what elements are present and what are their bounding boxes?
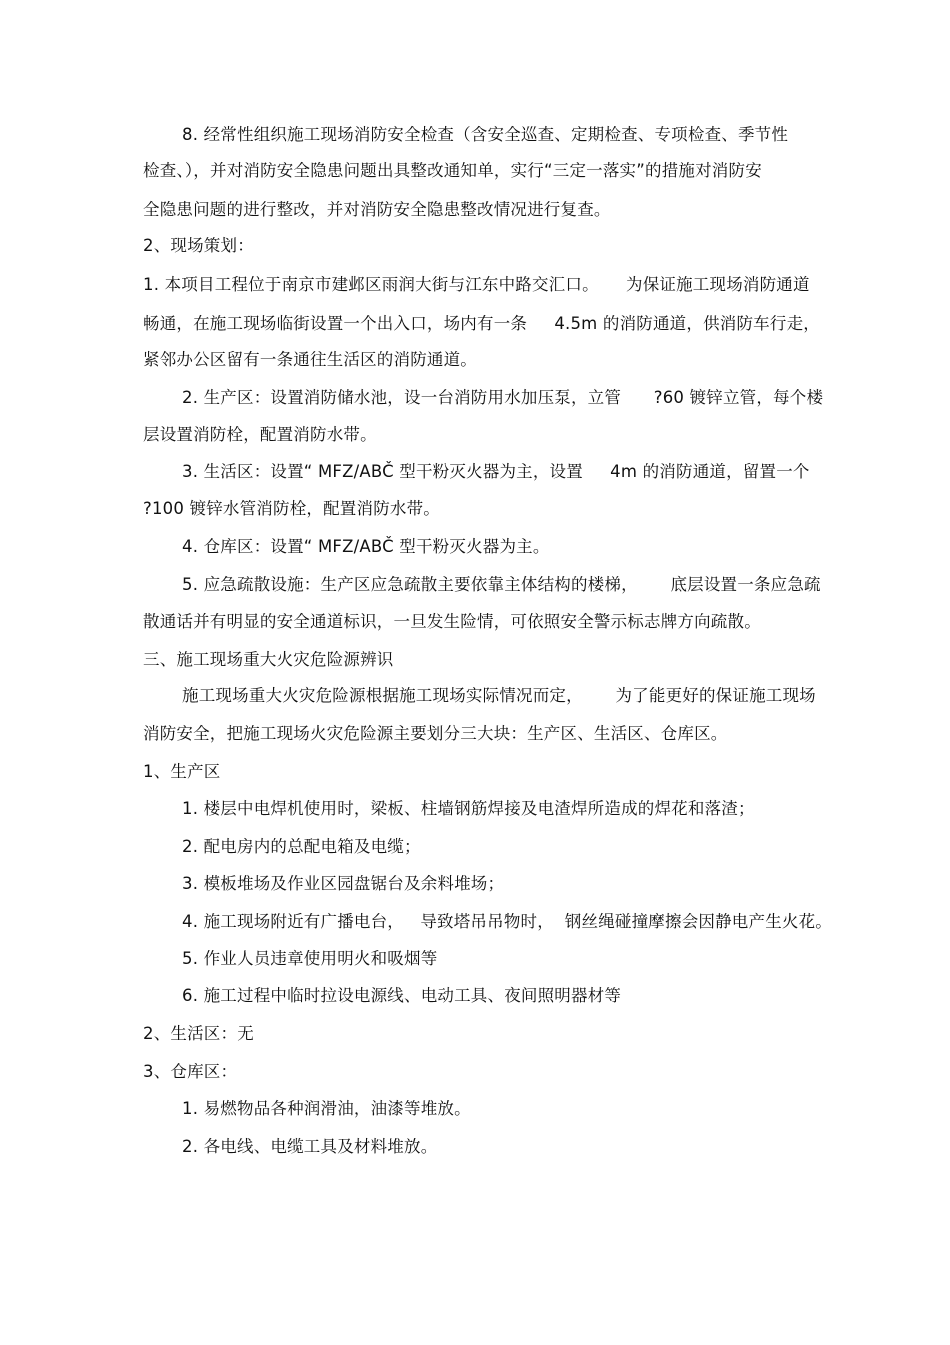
text-line: ?100 镀锌水管消防栓，配置消防水带。	[143, 499, 440, 518]
section-heading: 1、生产区	[143, 762, 221, 781]
text-line: 4. 仓库区：设置“ MFZ/ABČ 型干粉灭火器为主。	[182, 537, 550, 556]
text-line: 消防安全，把施工现场火灾危险源主要划分三大块：生产区、生活区、仓库区。	[143, 724, 728, 743]
list-item: 1. 易燃物品各种润滑油，油漆等堆放。	[182, 1099, 471, 1118]
text-line: 检查、），并对消防安全隐患问题出具整改通知单，实行“三定一落实”的措施对消防安	[143, 161, 762, 180]
section-heading: 2、现场策划：	[143, 236, 254, 255]
list-item: 3. 模板堆场及作业区园盘锯台及余料堆场；	[182, 874, 505, 893]
text-line: 层设置消防栓，配置消防水带。	[143, 425, 377, 444]
list-item: 4. 施工现场附近有广播电台， 导致塔吊吊物时， 钢丝绳碰撞摩擦会因静电产生火花。	[182, 912, 833, 931]
text-line: 3. 生活区：设置“ MFZ/ABČ 型干粉灭火器为主，设置 4m 的消防通道，留置一个	[182, 462, 810, 481]
section-heading: 3、仓库区：	[143, 1062, 238, 1081]
list-item: 2. 配电房内的总配电箱及电缆；	[182, 837, 421, 856]
section-heading: 2、生活区：无	[143, 1024, 254, 1043]
text-line: 1. 本项目工程位于南京市建邺区雨润大街与江东中路交汇口。 为保证施工现场消防通道	[143, 275, 810, 294]
text-line: 5. 应急疏散设施：生产区应急疏散主要依靠主体结构的楼梯， 底层设置一条应急疏	[182, 575, 821, 594]
text-line: 畅通，在施工现场临街设置一个出入口，场内有一条 4.5m 的消防通道，供消防车行走，	[143, 314, 820, 333]
text-line: 8. 经常性组织施工现场消防安全检查（含安全巡查、定期检查、专项检查、季节性	[182, 125, 789, 144]
list-item: 5. 作业人员违章使用明火和吸烟等	[182, 949, 438, 968]
list-item: 2. 各电线、电缆工具及材料堆放。	[182, 1137, 438, 1156]
section-heading: 三、施工现场重大火灾危险源辨识	[143, 650, 394, 669]
text-line: 2. 生产区：设置消防储水池，设一台消防用水加压泵，立管 ?60 镀锌立管，每个楼	[182, 388, 824, 407]
text-line: 施工现场重大火灾危险源根据施工现场实际情况而定， 为了能更好的保证施工现场	[182, 686, 816, 705]
list-item: 1. 楼层中电焊机使用时，梁板、柱墙钢筋焊接及电渣焊所造成的焊花和落渣；	[182, 799, 755, 818]
text-line: 全隐患问题的进行整改，并对消防安全隐患整改情况进行复查。	[143, 200, 611, 219]
list-item: 6. 施工过程中临时拉设电源线、电动工具、夜间照明器材等	[182, 986, 622, 1005]
text-line: 紧邻办公区留有一条通往生活区的消防通道。	[143, 350, 477, 369]
text-line: 散通话并有明显的安全通道标识，一旦发生险情，可依照安全警示标志牌方向疏散。	[143, 612, 761, 631]
